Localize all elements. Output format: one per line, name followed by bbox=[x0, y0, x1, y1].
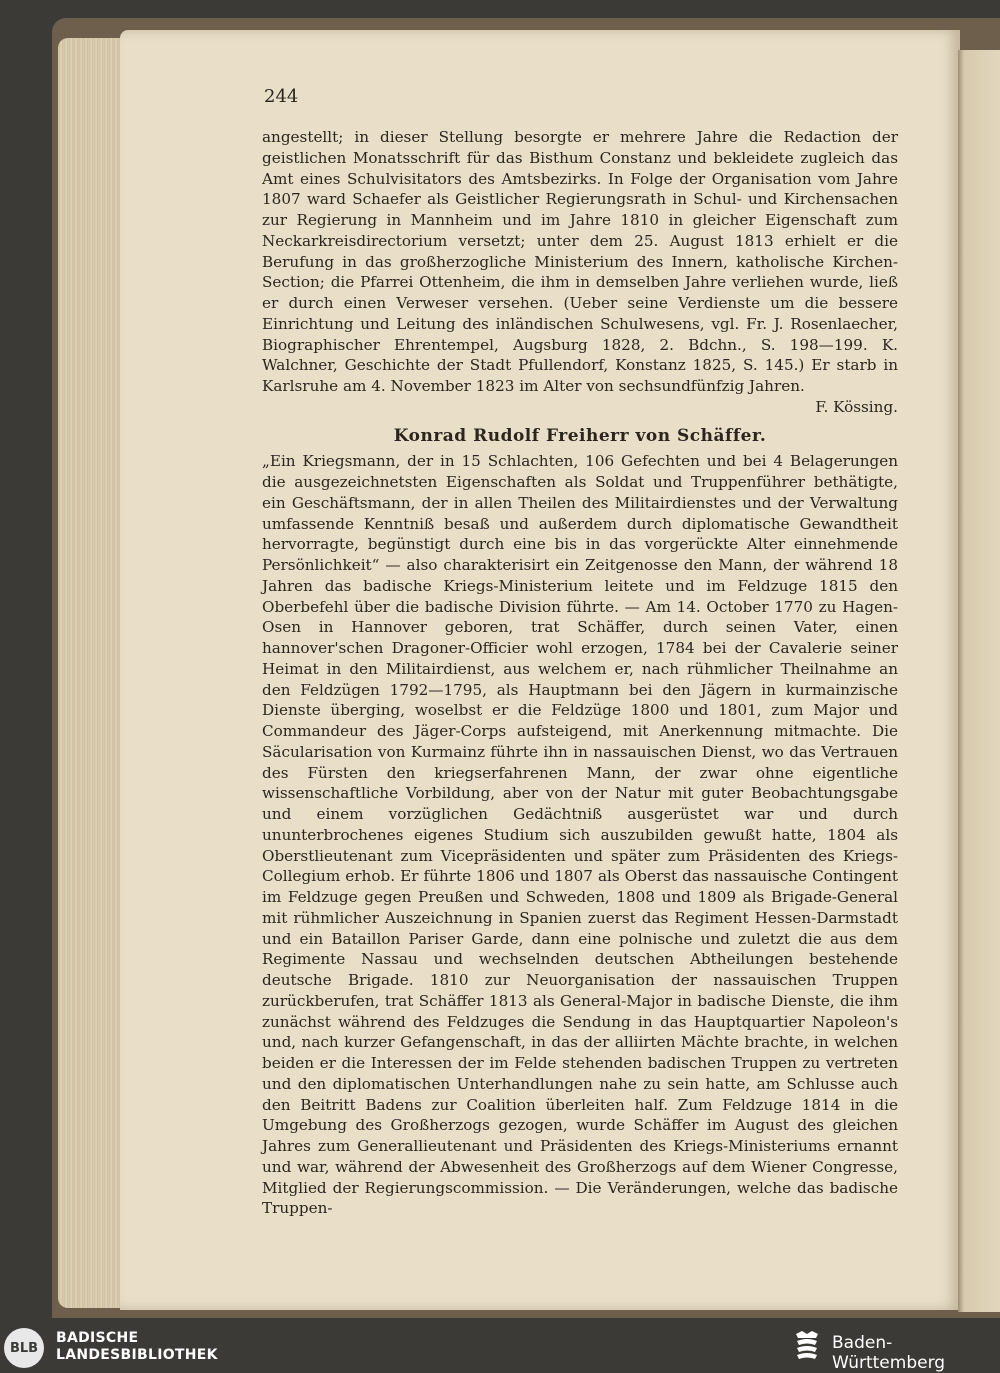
region-name: Baden-Württemberg bbox=[832, 1333, 946, 1373]
library-name bbox=[56, 1330, 218, 1364]
footer-bar bbox=[0, 1318, 1000, 1371]
article-body: „Ein Kriegsmann, der in 15 Schlachten, 106 Gefechten und bei 4 Belagerungen die ausgezeichnetsten Eigenschaften als Soldat und Truppenführer bethätigte, ein Geschäftsmann, der in allen Theilen des Militairdienstes und der Verwaltung umfassende Kenntniß besaß und außerdem durch diplomatische Gewandtheit hervorragte, begünstigt durch eine bis in das vorgerückte Alter einnehmende Persönlichkeit“ — also charakterisirt ein Zeitgenosse den Mann, der während 18 Jahren das badische Kriegs-Ministerium leitete und im Feldzuge 1815 den Oberbefehl über die badische Division führte. — Am 14. October 1770 zu Hagen-Osen in Hannover geboren, trat Schäffer, durch seinen Vater, einen hannover'schen Dragoner-Officier wohl erzogen, 1784 bei der Cavalerie seiner Heimat in den Militairdienst, aus welchem er, nach rühmlicher Theilnahme an den Feldzügen 1792—1795, als Hauptmann bei den Jägern in kurmainzische Dienste überging, woselbst er die Feldzüge 1800 und 1801, zum Major und Commandeur des Jäger-Corps aufsteigend, mit Anerkennung mitmachte. Die Säcularisation von Kurmainz führte ihn in nassauischen Dienst, wo das Vertrauen des Fürsten den kriegserfahrenen Mann, der zwar ohne eigentliche wissenschaftliche Vorbildung, aber von der Natur mit guter Beobachtungsgabe und einem vorzüglichen Gedächtniß ausgerüstet war und durch ununterbrochenes eigenes Studium sich auszubilden gewußt hatte, 1804 als Oberstlieutenant zum Vicepräsidenten und später zum Präsidenten des Kriegs-Collegium erhob. Er führte 1806 und 1807 als Oberst das nassauische Contingent im Feldzuge gegen Preußen und Schweden, 1808 und 1809 als Brigade-General mit rühmlicher Auszeichnung in Spanien zuerst das Regiment Hessen-Darmstadt und ein Bataillon Pariser Garde, dann eine polnische und zuletzt die aus dem Regimente Nassau und wechselnden deutschen Abtheilungen bestehende deutsche Brigade. 1810 zur Neuorganisation der nassauischen Truppen zurückberufen, trat Schäffer 1813 als General-Major in badische Dienste, die ihm zunächst während des Feldzuges die Sendung in das Hauptquartier Napoleon's und, nach kurzer Gefangenschaft, in das der alliirten Mächte brachte, in welchen beiden er die Interessen der im Felde stehenden badischen Truppen zu vertreten und den diplomatischen Unterhandlungen nahe zu sein hatte, am Schlusse auch den Beitritt Badens zur Coalition überleiten half. Zum Feldzuge 1814 in die Umgebung des Großherzogs gezogen, wurde Schäffer im August des gleichen Jahres zum Generallieutenant und Präsidenten des Kriegs-Ministeriums ernannt und war, während der Abwesenheit des Großherzogs auf dem Wiener Congresse, Mitglied der Regierungscommission. — Die Veränderungen, welche das badische Truppen- bbox=[262, 452, 898, 1218]
page-text bbox=[262, 127, 898, 1219]
paragraph-intro: angestellt; in dieser Stellung besorgte er mehrere Jahre die Redaction der geistlichen Monatsschrift für das Bisthum Constanz und bekleidete zugleich das Amt eines Schulvisitators des Amtsbezirks. In Folge der Organisation vom Jahre 1807 ward Schaefer als Geistlicher Regierungsrath in Schul- und Kirchensachen zur Regierung in Mannheim und im Jahre 1810 in gleicher Eigenschaft zum Neckarkreisdirectorium versetzt; unter dem 25. August 1813 erhielt er die Berufung in das großherzogliche Ministerium des Innern, katholische Kirchen-Section; die Pfarrei Ottenheim, die ihm in demselben Jahre verliehen wurde, ließ er durch einen Verweser versehen. (Ueber seine Verdienste um die bessere Einrichtung und Leitung des inländischen Schulwesens, vgl. Fr. J. Rosenlaecher, Biographischer Ehrentempel, Augsburg 1828, 2. Bdchn., S. 198—199. K. Walchner, Geschichte der Stadt Pfullendorf, Konstanz 1825, S. 145.) Er starb in Karlsruhe am 4. November 1823 im Alter von sechsundfünfzig Jahren. bbox=[262, 128, 898, 395]
author-signature: F. Kössing. bbox=[815, 397, 898, 416]
coat-of-arms-icon bbox=[792, 1328, 822, 1364]
library-name-line1: BADISCHE bbox=[56, 1330, 139, 1346]
page-number: 244 bbox=[264, 86, 299, 107]
library-name-line2: LANDESBIBLIOTHEK bbox=[56, 1347, 218, 1363]
facing-page-edge bbox=[958, 50, 1000, 1312]
article-title: Konrad Rudolf Freiherr von Schäffer. bbox=[393, 425, 767, 446]
signature-line bbox=[262, 397, 898, 418]
blb-logo-icon: BLB bbox=[4, 1328, 44, 1368]
